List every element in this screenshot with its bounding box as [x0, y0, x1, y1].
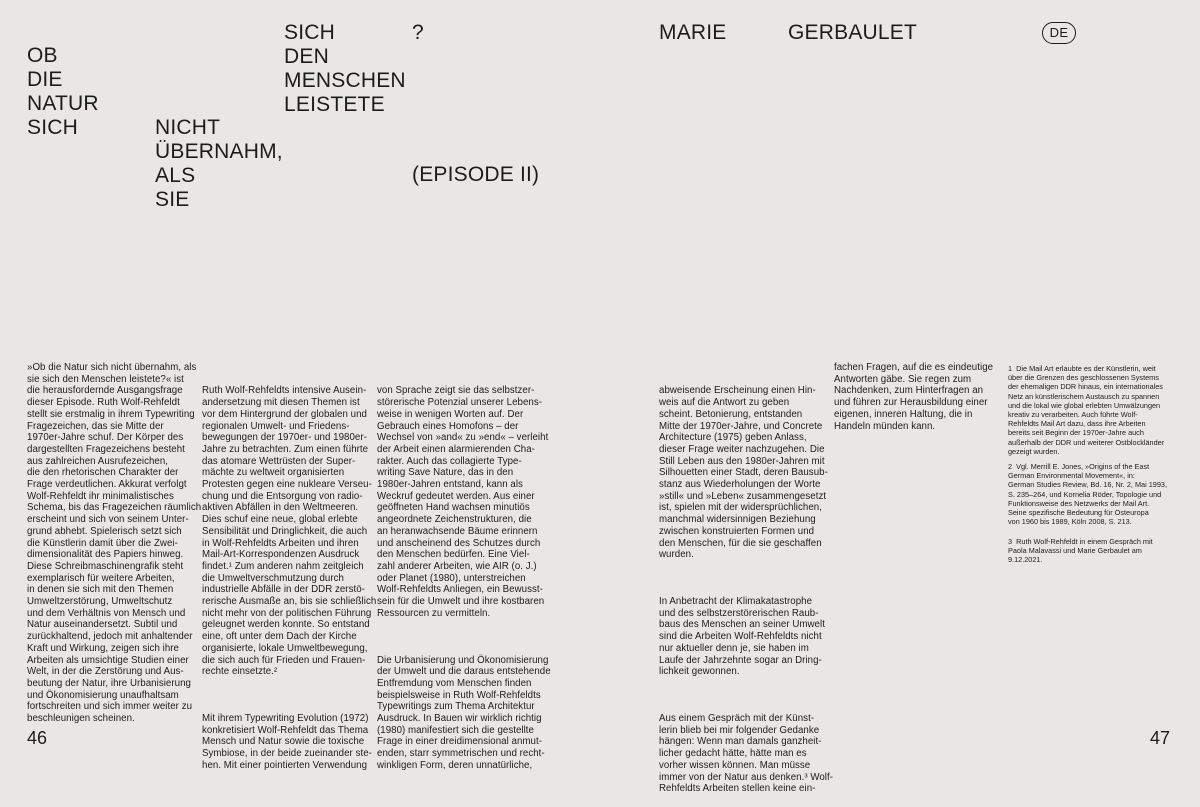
body-column-1: »Ob die Natur sich nicht übernahm, als sie sich den Menschen leistete?« ist die herausfordernde Ausgangsfrage dieser Episode. Ruth Wolf-Rehfeldt stellt sie erstmalig in ihrem Typewriting Fragezeichen, das sie Mitte der 1970er-Jahre schuf. Der Körper des dargestellten Fragezeichens besteht aus zahlreichen Ausrufezeichen, die den rhetorischen Charakter der Frage verdeutlichen. Akkurat verfolgt Wolf-Rehfeldt ihr minimalistisches Schema, bis das Fragezeichen räumlich erscheint und sich von seinem Unter- grund abhebt. Spielerisch setzt sich die Künstlerin damit über die Zwei- dimensionalität des Papiers hinweg. Diese Schreibmaschinengrafik steht exemplarisch für weitere Arbeiten, in denen sie sich mit den Themen Umweltzerstörung, Umweltschutz und dem Verhältnis von Mensch und Natur auseinandersetzt. Subtil und zurückhaltend, jedoch mit anhaltender Kraft und Wirkung, zeigen sich ihre Arbeiten als umsichtige Studien einer Welt, in der die Zerstörung und Aus- beutung der Natur, ihre Urbanisierung und Ökonomisierung unaufhaltsam fortschreiten und sich immer weiter zu beschleunigen scheinen.: [27, 362, 202, 725]
language-badge: DE: [1042, 22, 1076, 44]
body-paragraph: Mit ihrem Typewriting Evolution (1972) konkretisiert Wolf-Rehfeldt das Thema Mensch und Natur sowie die toxische Symbiose, in der beide zueinander ste- hen. Mit einer pointierten Verwendung: [202, 713, 372, 771]
body-column-4: [659, 362, 833, 807]
headline-word-den: DEN: [284, 45, 329, 68]
headline-word-uebernahm: ÜBERNAHM,: [155, 140, 283, 163]
headline-word-als: ALS: [155, 164, 196, 187]
body-column-3: [377, 362, 551, 783]
body-paragraph: Ruth Wolf-Rehfeldts intensive Ausein- andersetzung mit diesen Themen ist vor dem Hintergrund der globalen und regionalen Umwelt- und Friedens- bewegungen der 1970er- und 1980er- Jahre zu betrachten. Zum einen führte das atomare Wettrüsten der Super- mächte zu weltweit organisierten Protesten gegen eine nukleare Verseu- chung und die Entsorgung von radio- aktiven Abfällen in den Weltmeeren. Dies schuf eine neue, global erlebte Sensibilität und Dringlichkeit, die auch in Wolf-Rehfeldts Arbeiten und ihren Mail-Art-Korrespondenzen Ausdruck findet.¹ Zum anderen nahm zeitgleich die Umweltverschmutzung durch industrielle Abfälle in der DDR zerstö- rerische Ausmaße an, bis sie schließlich nicht mehr von der politischen Führung geleugnet werden konnte. So entstand eine, oft unter dem Dach der Kirche organisierte, lokale Umweltbewegung, die sich auch für Frieden und Frauen- rechte einsetzte.²: [202, 385, 377, 678]
headline-word-sich: SICH: [27, 116, 78, 139]
headline-word-sich-2: SICH: [284, 21, 335, 44]
headline-word-natur: NATUR: [27, 92, 99, 115]
author-first-name: MARIE: [659, 21, 727, 44]
headline-word-nicht: NICHT: [155, 116, 221, 139]
headline-word-ob: OB: [27, 44, 58, 67]
headline-word-die: DIE: [27, 68, 63, 91]
headline-word-sie: SIE: [155, 188, 190, 211]
body-paragraph: In Anbetracht der Klimakatastrophe und des selbstzerstörerischen Raub- baus des Menschen an seiner Umwelt sind die Arbeiten Wolf-Rehfeldts nicht nur aktueller denn je, sie haben im Laufe der Jahrzehnte sogar an Dring- lichkeit gewonnen.: [659, 596, 825, 678]
headline-question-mark: ?: [412, 21, 424, 44]
body-paragraph: Die Urbanisierung und Ökonomisierung der Umwelt und die daraus entstehende Entfremdung vom Menschen finden beispielsweise in Ruth Wolf-Rehfeldts Typewritings zum Thema Architektur Ausdruck. In Bauen wir wirklich richtig (1980) manifestiert sich die gestellte Frage in einer dreidimensional anmut- enden, starr symmetrischen und recht- winkligen Form, deren unnatürliche,: [377, 654, 551, 771]
body-column-2: [202, 362, 376, 783]
author-last-name: GERBAULET: [788, 21, 917, 44]
headline-word-leistete: LEISTETE: [284, 93, 385, 116]
footnote-3: 3 Ruth Wolf-Rehfeldt in einem Gespräch mit Paola Malavassi und Marie Gerbaulet am 9.12.2021.: [1008, 537, 1153, 565]
body-paragraph: Aus einem Gespräch mit der Künst- lerin blieb bei mir folgender Gedanke hängen: Wenn man damals ganzheit- licher gedacht hätte, hätte man es vorher wissen können. Man müsse immer von der Natur aus denken.³ Wolf- Rehfeldts Arbeiten stellen keine ein-: [659, 713, 834, 795]
body-paragraph: von Sprache zeigt sie das selbstzer- störerische Potenzial unserer Lebens- weise in wenigen Worten auf. Der Gebrauch eines Homofons – der Wechsel von »and« zu »end« – verleiht der Arbeit einen alarmierenden Cha- rakter. Auch das collagierte Type- writing Save Nature, das in den 1980er-Jahren entstand, kann als Weckruf gedeutet werden. Aus einer geöffneten Hand wachsen minutiös angeordnete Zeichenstrukturen, die an heranwachsende Bäume erinnern und anscheinend des Schutzes durch den Menschen bedürfen. Eine Viel- zahl anderer Arbeiten, wie AIR (o. J.) oder Planet (1980), unterstreichen Wolf-Rehfeldts Anliegen, ein Bewusst- sein für die Umwelt und ihre kostbaren Ressourcen zu vermitteln.: [377, 385, 549, 619]
body-paragraph: abweisende Erscheinung einen Hin- weis auf die Antwort zu geben scheint. Betonierung, entstanden Mitte der 1970er-Jahre, und Concrete Architecture (1975) geben Anlass, dieser Frage weiter nachzugehen. Die Still Leben aus den 1980er-Jahren mit Silhouetten einer Stadt, deren Bausub- stanz aus Wiederholungen der Worte »still« und »Leben« zusammengesetzt ist, spielen mit der widersprüchlichen, manchmal widersinnigen Beziehung zwischen konstruierten Formen und den Menschen, für die sie geschaffen wurden.: [659, 385, 828, 561]
page-number-right: 47: [1150, 728, 1171, 748]
footnote-1: 1 Die Mail Art erlaubte es der Künstlerin, weit über die Grenzen des geschlossenen Systems der ehemaligen DDR hinaus, ein internationales Netz an künstlerischem Austausch zu spannen und die lokal wie global erlebten Umwälzungen kreativ zu verarbeiten. Auch führte Wolf- Rehfeldts Mail Art dazu, dass ihre Arbeiten bereits seit Beginn der 1970er-Jahre auch außerhalb der DDR und weiterer Ostblockländer gezeigt wurden.: [1008, 364, 1165, 456]
page-number-left: 46: [27, 728, 48, 748]
headline-word-menschen: MENSCHEN: [284, 69, 406, 92]
episode-label: (EPISODE II): [412, 163, 540, 186]
footnote-2: 2 Vgl. Merrill E. Jones, »Origins of the East German Environmental Movement«, in: German Studies Review, Bd. 16, Nr. 2, Mai 1993, S. 235–264, und Kornelia Röder, Topologie und Funktionsweise des Netzwerks der Mail Art. Seine spezifische Bedeutung für Osteuropa von 1960 bis 1989, Köln 2008, S. 213.: [1008, 462, 1167, 527]
body-column-5: fachen Fragen, auf die es eindeutige Antworten gäbe. Sie regen zum Nachdenken, zum Hinterfragen an und führen zur Herausbildung einer eigenen, inneren Haltung, die in Handeln münden kann.: [834, 362, 994, 432]
